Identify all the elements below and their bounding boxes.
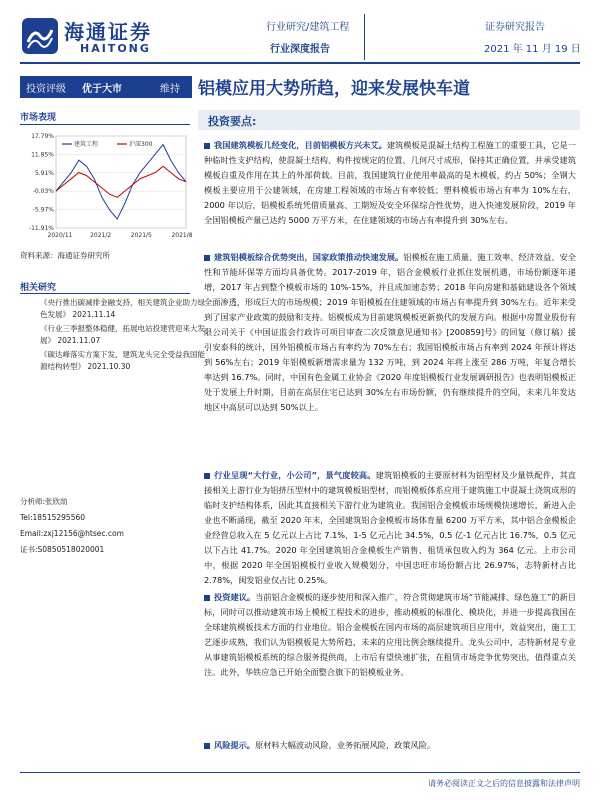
rating-status: 维持 (160, 84, 180, 95)
paragraph (204, 138, 576, 228)
legend-label: 沪深300 (129, 141, 153, 148)
plot-frame (56, 136, 186, 228)
x-tick-label: 2021/8 (171, 232, 193, 239)
key-points-title: 投资要点: (208, 115, 257, 128)
report-category: 行业研究/建筑工程 (266, 22, 350, 33)
y-tick-label: -11.91% (28, 225, 54, 232)
logo-cn: 海通证券 (64, 20, 152, 44)
key-points-header (198, 110, 580, 130)
paragraph (204, 468, 576, 588)
rating-value: 优于大市 (82, 84, 122, 95)
haitong-logo-icon (20, 16, 60, 56)
report-type: 行业深度报告 (270, 44, 330, 55)
analyst-email[interactable]: Email:zxj12156@htsec.com (20, 529, 124, 538)
header-rule (20, 62, 580, 64)
paragraph (204, 738, 576, 753)
footer-rule (20, 772, 580, 773)
bullet-icon (204, 595, 210, 601)
related-item-text: 《碳达峰落实方案下发，建筑龙头完全受益我国能源结构转型》 (40, 350, 205, 371)
related-rule (20, 293, 190, 294)
related-item-text: 《行业三季报整体稳健，拓展电站投建营迎来大发展》 (40, 324, 205, 345)
y-tick-label: 17.79% (31, 133, 54, 140)
logo-en: HAITONG (80, 42, 151, 55)
y-tick-label: 5.91% (34, 169, 54, 177)
series-line (56, 145, 186, 219)
paragraph-body: 建筑铝模板的主要原材料为铝型材及少量铁配件，其直接相关上游行业为铝挤压型材中的建筑模板铝型材，而铝模板体系应用于建筑施工中混凝土浇筑成形的临时支护结构体系，因此其直接相关下游行业为建筑业。我国铝合金模板市场规模快速增长，新进入企业也不断涌现，截至 2020 年末，全国建筑铝合金模板市场体育量 6200 万平方米，其中铝合金模板企业经营总收入在 5 亿元以上占比 7.1%，1-5 亿元占比 34.5%，0.5 亿-1 亿元占比 16.7%，0.5 亿元以下占比 41.7%。2020 年全国建筑铝合金模板生产销售、租赁承包收入约为 364 亿元。上市公司中，根据 2020 年全国铝模板行业收入规模划分，中国忠旺市场份额占比 26.97%，志特新材占比 2.78%，闽发铝业仅占比 0.25%。 (204, 470, 576, 585)
x-tick-label: 2021/5 (130, 232, 152, 239)
y-tick-label: 11.85% (31, 151, 54, 159)
related-item-date: 2021.10.30 (87, 362, 131, 371)
bullet-icon (204, 473, 210, 479)
x-tick-label: 2021/2 (90, 232, 112, 239)
page-title: 铝模应用大势所趋，迎来发展快车道 (198, 79, 470, 99)
analyst-name: 分析师:张欣劼 (20, 497, 68, 506)
chart-source: 资料来源：海通证券研究所 (20, 251, 110, 260)
paragraph (204, 250, 576, 415)
related-item[interactable] (40, 297, 210, 321)
related-item-date: 2021.11.07 (57, 336, 101, 345)
rating-label: 投资评级 (26, 84, 66, 95)
rating-bar (20, 76, 192, 98)
legend-label: 建筑工程 (74, 141, 99, 148)
footer-disclaimer[interactable]: 请务必阅读正文之后的信息披露和法律声明 (428, 779, 580, 788)
paragraph-body: 原材料大幅波动风险，业务拓展风险，政策风险。 (254, 740, 436, 750)
bullet-icon (204, 255, 210, 261)
y-tick-label: -0.03% (32, 188, 54, 196)
paragraph-lead: 投资建议。 (214, 592, 256, 602)
report-label: 证券研究报告 (485, 22, 545, 33)
related-list (20, 297, 205, 373)
x-tick-label: 2020/11 (47, 232, 73, 239)
series-line (56, 166, 186, 197)
paragraph-body: 当前铝合金模板的逐步使用和深入推广，符合贯彻建筑市场“节能减排、绿色施工”的新目标，同时可以推动建筑市场上模板工程技术的进步，推动模板的标准化、模块化，并进一步提高我国在全球建筑模板技术方面的行业地位。铝合金模板在国内市场的高层建筑项目应用中，效益突出，施工工艺逐步成熟，我们认为铝模板是大势所趋，未来的应用比例会继续提升。龙头公司中，志特新材是专业从事建筑铝模板系统的综合服务提供商，上市后有望快速扩张，在租赁市场竞争优势突出，值得重点关注。此外，华铁应急已开始全面整合旗下的铝模板业务。 (204, 592, 576, 677)
market-title: 市场表现 (20, 113, 57, 123)
report-date: 2021 年 11 月 19 日 (484, 44, 581, 55)
paragraph-lead: 建筑铝模板综合优势突出，国家政策推动快速发展。 (214, 252, 404, 262)
analyst-cert: 证书:S0850518020001 (20, 545, 105, 554)
paragraph-lead: 风险提示。 (214, 740, 255, 750)
bullet-icon (204, 143, 210, 149)
logo (20, 14, 180, 60)
bullet-icon (204, 743, 210, 749)
related-item-date: 2021.11.14 (72, 310, 116, 319)
related-item[interactable] (40, 349, 210, 373)
market-rule (20, 124, 190, 125)
paragraph (204, 590, 576, 680)
paragraph-lead: 行业呈现“大行业，小公司”，景气度较高。 (214, 470, 376, 480)
paragraph-lead: 我国建筑模板几经变化，目前铝模板方兴未艾。 (214, 140, 387, 150)
analyst-tel: Tel:18515295560 (20, 513, 86, 522)
paragraph-body: 铝模板在施工质量、施工效率、经济效益、安全性和节能环保等方面均具备优势。2017-2019 年，铝合金模板行业抓住发展机遇，市场份额逐年递增，2017 年占到整个模板市场的 10%-15%，并且成加速态势；2018 年向房建和基础建设各个领域全面渗透，形成巨大的市场规模；2019 年铝模板在住建领域的市场占有率提升到 30%左右。近年来受到了国家产业政策的鼓励和支持。铝模板成为目前建筑模板更新换代的发展方向。根据中房置业股份有限公司关于《中国证监会行政许可项目审查二次反馈意见通知书》[200859]号》的回复（修订稿）援引安泰科的统计，国外铝模板市场占有率约为 70%左右；我国铝模板市场占有率到 2024 年预计将达到 56%左右；2019 年铝模板新增需求量为 132 万吨，到 2024 年将上涨至 286 万吨，年复合增长率达到 16.7%。同时，中国有色金属工业协会《2020 年度铝模板行业发展调研报告》也表明铝模板正处于发展上升时期，目前在高层住宅已达到 30%左右市场份额，仍有继续提升的空间，未来几年发达地区中高层可以达到 50%以上。 (204, 252, 576, 412)
paragraph-body: 建筑模板是混凝土结构工程施工的重要工具，它是一种临时性支护结构，使混凝土结构、构件按规定的位置、几何尺寸成形，保持其正确位置，并承受建筑模板自重及作用在其上的外部荷载。目前，我国建筑行业使用率最高的是木模板，约占 50%；全钢大模板主要应用于公建领域，在房建工程领域的市场占有率较低；塑料模板市场占有率为 10%左右，2000 年以后，铝模板系统凭借质量高、工期短及安全环保综合性优势，进入快速发展阶段，2019 年全国铝模板产量已达约 5000 万平方米，在住建领域的市场占有率提升到 30%左右。 (204, 140, 576, 225)
header-divider (364, 14, 365, 60)
y-tick-label: -5.97% (32, 206, 54, 214)
related-item[interactable] (40, 323, 210, 347)
related-item-text: 《央行推出碳减排金融支持，相关建筑企业助力绿色发展》 (40, 298, 205, 319)
related-title: 相关研究 (20, 283, 57, 293)
market-chart (20, 128, 193, 246)
